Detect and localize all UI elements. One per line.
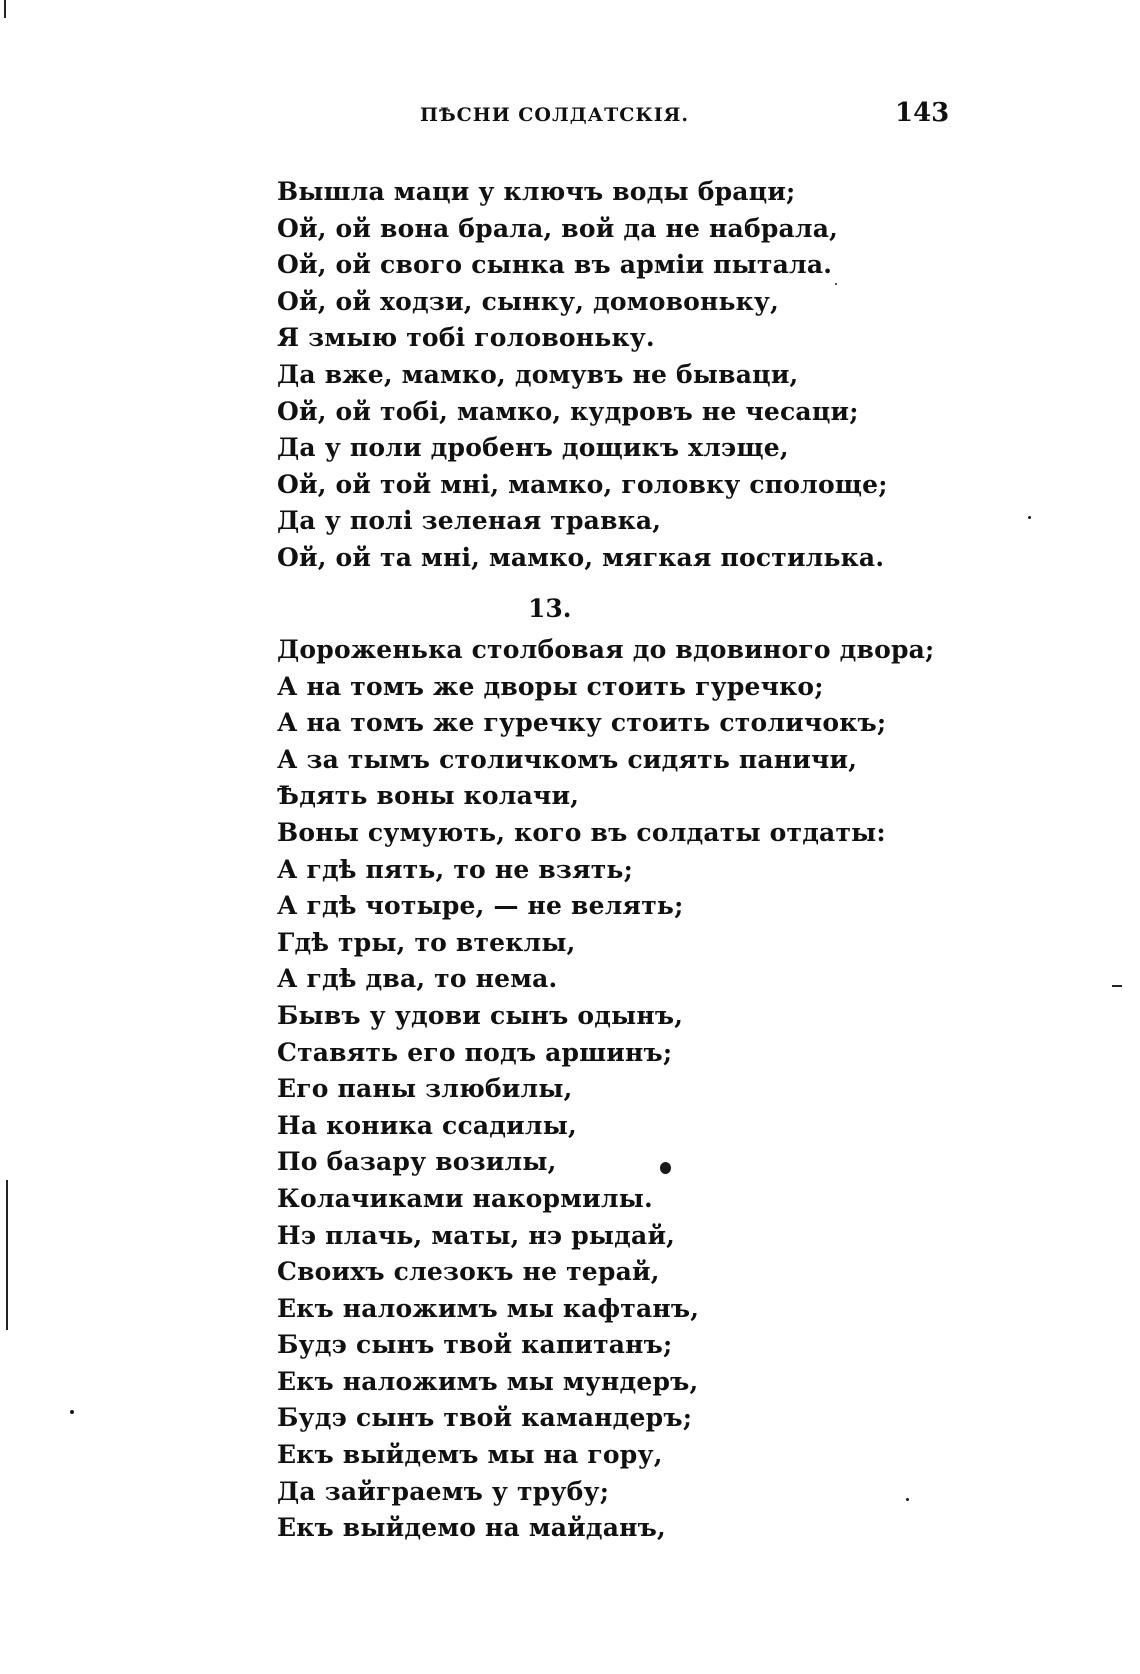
running-title: ПѢСНИ СОЛДАТСКІЯ.	[420, 104, 689, 126]
verse-line: Екъ наложимъ мы мундеръ,	[277, 1366, 699, 1396]
verse-line: Вышла маци у ключъ воды браци;	[277, 177, 796, 206]
ink-speck	[835, 283, 837, 285]
verse-line: Ой, ой та мні, мамко, мягкая постилька.	[277, 542, 885, 572]
verse-line: Дороженька столбовая до вдовиного двора;	[277, 635, 935, 664]
ink-speck	[70, 1410, 74, 1414]
verse-line: Бывъ у удови сынъ одынъ,	[277, 1000, 684, 1030]
verse-line: А за тымъ столичкомъ сидять паничи,	[277, 744, 858, 774]
verse-line: Ой, ой вона брала, вой да не набрала,	[277, 213, 839, 243]
verse-line: Да зайграемъ у трубу;	[277, 1476, 610, 1506]
verse-line: А гдѣ чотыре, — не велять;	[277, 891, 684, 921]
verse-line: Своихъ слезокъ не терай,	[277, 1257, 660, 1287]
scan-edge-mark	[6, 1180, 8, 1330]
verse-line: Колачиками накормилы.	[277, 1183, 653, 1213]
verse-line: Я змыю тобі головоньку.	[277, 323, 655, 353]
verse-line: Екъ выйдемъ мы на гору,	[277, 1440, 663, 1470]
verse-line: Ой, ой тобі, мамко, кудровъ не чесаци;	[277, 396, 859, 426]
verse-line: На коника ссадилы,	[277, 1110, 577, 1140]
page-number: 143	[895, 98, 950, 128]
verse-line: Да у поли дробенъ дощикъ хлэще,	[277, 433, 789, 463]
ink-speck	[660, 1162, 671, 1174]
verse-line: Будэ сынъ твой камандеръ;	[277, 1403, 693, 1433]
verse-line: А на томъ же гуречку стоить столичокъ;	[277, 708, 887, 738]
verse-line: Ѣдять воны колачи,	[277, 781, 580, 811]
ink-speck	[1028, 516, 1031, 519]
verse-line: Екъ наложимъ мы кафтанъ,	[277, 1293, 700, 1323]
verse-line: Ой, ой той мні, мамко, головку сполоще;	[277, 469, 888, 499]
verse-line: Ставять его подъ аршинъ;	[277, 1037, 673, 1067]
verse-line: А на томъ же дворы стоить гуречко;	[277, 671, 824, 701]
verse-line: По базару возилы,	[277, 1147, 557, 1177]
song-13-text	[277, 632, 935, 1547]
verse-line: Ой, ой ходзи, сынку, домовоньку,	[277, 286, 780, 316]
verse-line: А гдѣ пять, то не взять;	[277, 854, 634, 884]
song-number: 13.	[528, 594, 572, 623]
song-12-ending	[277, 174, 888, 577]
verse-line: Будэ сынъ твой капитанъ;	[277, 1330, 673, 1360]
verse-line: Его паны злюбилы,	[277, 1074, 573, 1104]
scan-edge-mark	[4, 0, 6, 18]
verse-line: Да вже, мамко, домувъ не бываци,	[277, 359, 799, 389]
verse-line: Да у полі зеленая травка,	[277, 506, 662, 536]
verse-line: Екъ выйдемо на майданъ,	[277, 1513, 666, 1543]
verse-line: Нэ плачь, маты, нэ рыдай,	[277, 1220, 676, 1250]
verse-line: А гдѣ два, то нема.	[277, 964, 558, 994]
verse-line: Ой, ой свого сынка въ арміи пытала.	[277, 250, 833, 280]
scan-edge-mark	[1112, 985, 1122, 987]
verse-line: Гдѣ тры, то втеклы,	[277, 927, 576, 957]
ink-speck	[906, 1498, 909, 1501]
verse-line: Воны сумують, кого въ солдаты отдаты:	[277, 817, 886, 847]
